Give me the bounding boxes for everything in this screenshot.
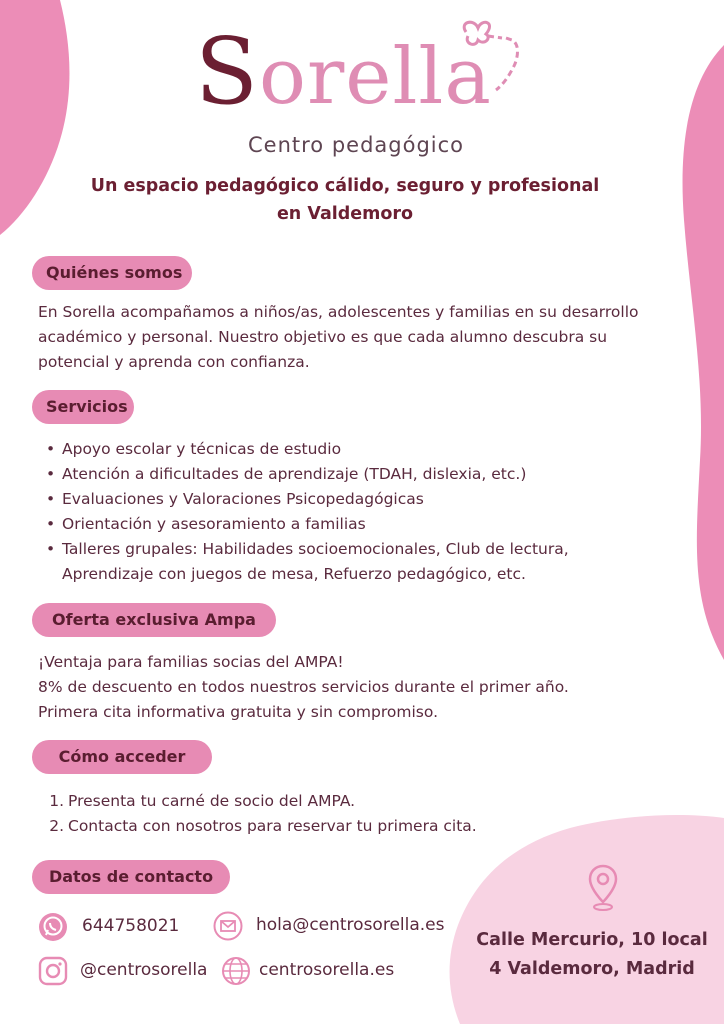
envelope-icon: [213, 911, 243, 941]
instagram-icon: [38, 956, 68, 986]
tagline: Un espacio pedagógico cálido, seguro y profesional en Valdemoro: [90, 176, 600, 224]
access-steps: [48, 789, 608, 839]
list-item: • Evaluaciones y Valoraciones Psicopedagógicas: [38, 487, 658, 512]
logo-name-rest: orella: [259, 32, 492, 122]
whatsapp-phone-icon: [38, 912, 68, 942]
section-title-access: Cómo acceder: [32, 740, 212, 774]
location-pin-icon: [588, 864, 618, 912]
phone-number[interactable]: 644758021: [82, 916, 180, 936]
section-title-about: Quiénes somos: [32, 256, 192, 290]
list-item: [48, 814, 608, 839]
section-title-offer: Oferta exclusiva Ampa: [32, 603, 276, 637]
logo-wordmark: [195, 18, 492, 127]
list-item: • Apoyo escolar y técnicas de estudio: [38, 437, 658, 462]
section-title-services: Servicios: [32, 390, 134, 424]
logo-initial: S: [195, 18, 260, 125]
email-address[interactable]: hola@centrosorella.es: [256, 915, 445, 935]
offer-line: Primera cita informativa gratuita y sin compromiso.: [38, 703, 438, 721]
about-text: En Sorella acompañamos a niños/as, adolescentes y familias en su desarrollo académico y personal. Nuestro objetivo es que cada alumno descubra su potencial y aprenda con confianza.: [38, 303, 639, 371]
list-item: • Talleres grupales: Habilidades socioemocionales, Club de lectura, Aprendizaje con juegos de mesa, Refuerzo pedagógico, etc.: [38, 537, 658, 587]
website-url[interactable]: centrosorella.es: [259, 960, 395, 980]
list-item: [48, 789, 608, 814]
step-text: Contacta con nosotros para reservar tu primera cita.: [68, 817, 477, 835]
list-item: • Orientación y asesoramiento a familias: [38, 512, 658, 537]
offer-line: 8% de descuento en todos nuestros servicios durante el primer año.: [38, 678, 569, 696]
step-number: 1.: [49, 792, 64, 810]
section-title-contact: Datos de contacto: [32, 860, 230, 894]
logo: [0, 0, 724, 170]
offer-text: [38, 650, 668, 725]
address: Calle Mercurio, 10 local 4 Valdemoro, Madrid: [476, 930, 708, 979]
logo-subtitle: Centro pedagógico: [248, 133, 465, 157]
instagram-handle[interactable]: @centrosorella: [80, 960, 208, 980]
step-number: 2.: [49, 817, 64, 835]
step-text: Presenta tu carné de socio del AMPA.: [68, 792, 356, 810]
offer-line: ¡Ventaja para familias socias del AMPA!: [38, 653, 344, 671]
globe-icon: [221, 956, 251, 986]
services-list: [38, 437, 658, 587]
butterfly-icon: [454, 14, 534, 94]
list-item: • Atención a dificultades de aprendizaje (TDAH, dislexia, etc.): [38, 462, 658, 487]
